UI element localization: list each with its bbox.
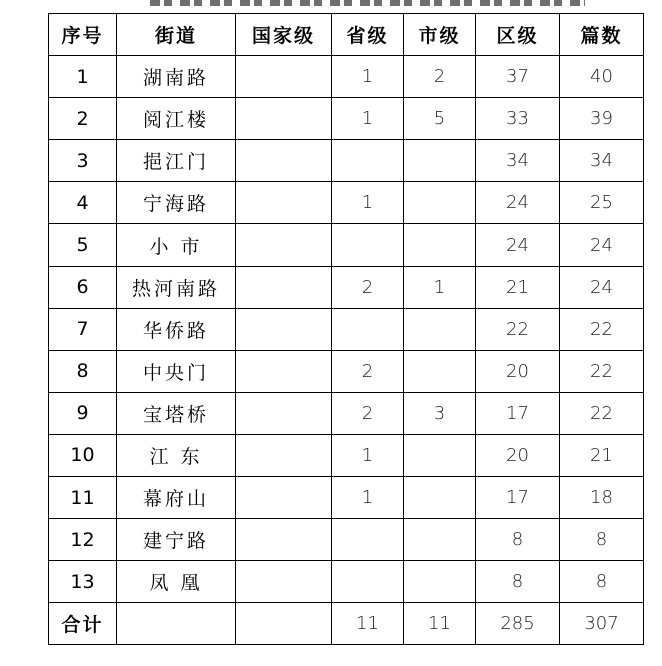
- row-provincial: 1: [332, 477, 404, 519]
- table-row: [49, 350, 644, 392]
- row-index: 4: [49, 182, 117, 224]
- header-national: 国家级: [236, 14, 332, 56]
- row-count: 22: [560, 308, 644, 350]
- row-district: 17: [476, 392, 560, 434]
- total-street: [117, 603, 236, 645]
- row-count: 25: [560, 182, 644, 224]
- row-index: 12: [49, 519, 117, 561]
- table-row: [49, 182, 644, 224]
- row-national: [236, 519, 332, 561]
- row-municipal: [404, 224, 476, 266]
- row-national: [236, 392, 332, 434]
- header-index: 序号: [49, 14, 117, 56]
- row-street: 挹江门: [117, 140, 236, 182]
- header-district: 区级: [476, 14, 560, 56]
- row-street: 凤 凰: [117, 561, 236, 603]
- table-row: [49, 98, 644, 140]
- total-count: 307: [560, 603, 644, 645]
- row-index: 6: [49, 266, 117, 308]
- total-label: 合计: [49, 603, 117, 645]
- row-street: 热河南路: [117, 266, 236, 308]
- table-row: [49, 224, 644, 266]
- row-index: 9: [49, 392, 117, 434]
- row-provincial: [332, 224, 404, 266]
- row-index: 8: [49, 350, 117, 392]
- row-count: 8: [560, 561, 644, 603]
- row-municipal: [404, 434, 476, 476]
- row-municipal: 1: [404, 266, 476, 308]
- row-municipal: [404, 140, 476, 182]
- row-national: [236, 561, 332, 603]
- row-count: 8: [560, 519, 644, 561]
- table-row: [49, 392, 644, 434]
- row-count: 39: [560, 98, 644, 140]
- row-street: 中央门: [117, 350, 236, 392]
- row-municipal: [404, 477, 476, 519]
- total-row: [49, 603, 644, 645]
- row-count: 22: [560, 392, 644, 434]
- cropped-title-fragment: [0, 0, 662, 8]
- row-provincial: 2: [332, 266, 404, 308]
- row-street: 江 东: [117, 434, 236, 476]
- row-provincial: [332, 519, 404, 561]
- row-index: 5: [49, 224, 117, 266]
- row-district: 34: [476, 140, 560, 182]
- row-index: 1: [49, 56, 117, 98]
- header-row: [49, 14, 644, 56]
- row-street: 幕府山: [117, 477, 236, 519]
- table-row: [49, 266, 644, 308]
- row-index: 11: [49, 477, 117, 519]
- row-street: 小 市: [117, 224, 236, 266]
- table-row: [49, 434, 644, 476]
- row-national: [236, 308, 332, 350]
- row-provincial: 2: [332, 350, 404, 392]
- total-municipal: 11: [404, 603, 476, 645]
- row-national: [236, 56, 332, 98]
- row-street: 湖南路: [117, 56, 236, 98]
- row-district: 33: [476, 98, 560, 140]
- row-national: [236, 350, 332, 392]
- row-index: 7: [49, 308, 117, 350]
- row-district: 22: [476, 308, 560, 350]
- row-street: 华侨路: [117, 308, 236, 350]
- row-street: 阅江楼: [117, 98, 236, 140]
- row-district: 8: [476, 561, 560, 603]
- header-count: 篇数: [560, 14, 644, 56]
- row-national: [236, 182, 332, 224]
- total-provincial: 11: [332, 603, 404, 645]
- row-count: 40: [560, 56, 644, 98]
- total-national: [236, 603, 332, 645]
- row-provincial: 1: [332, 98, 404, 140]
- row-district: 24: [476, 182, 560, 224]
- header-municipal: 市级: [404, 14, 476, 56]
- table-row: [49, 561, 644, 603]
- row-district: 8: [476, 519, 560, 561]
- table-row: [49, 140, 644, 182]
- row-count: 24: [560, 266, 644, 308]
- row-municipal: 5: [404, 98, 476, 140]
- row-count: 22: [560, 350, 644, 392]
- row-municipal: [404, 350, 476, 392]
- row-national: [236, 477, 332, 519]
- row-national: [236, 140, 332, 182]
- row-provincial: 1: [332, 56, 404, 98]
- table-body: [49, 56, 644, 645]
- row-district: 24: [476, 224, 560, 266]
- row-count: 18: [560, 477, 644, 519]
- row-index: 3: [49, 140, 117, 182]
- row-index: 2: [49, 98, 117, 140]
- row-national: [236, 266, 332, 308]
- row-municipal: 3: [404, 392, 476, 434]
- row-provincial: 2: [332, 392, 404, 434]
- row-street: 宁海路: [117, 182, 236, 224]
- row-municipal: [404, 561, 476, 603]
- table-row: [49, 56, 644, 98]
- row-index: 13: [49, 561, 117, 603]
- row-count: 24: [560, 224, 644, 266]
- row-provincial: [332, 561, 404, 603]
- table-row: [49, 477, 644, 519]
- row-district: 20: [476, 350, 560, 392]
- row-district: 21: [476, 266, 560, 308]
- row-national: [236, 434, 332, 476]
- row-provincial: [332, 140, 404, 182]
- row-national: [236, 98, 332, 140]
- row-provincial: 1: [332, 434, 404, 476]
- row-count: 34: [560, 140, 644, 182]
- header-provincial: 省级: [332, 14, 404, 56]
- table-row: [49, 308, 644, 350]
- row-municipal: 2: [404, 56, 476, 98]
- row-municipal: [404, 519, 476, 561]
- row-national: [236, 224, 332, 266]
- row-municipal: [404, 182, 476, 224]
- row-district: 17: [476, 477, 560, 519]
- total-district: 285: [476, 603, 560, 645]
- table-row: [49, 519, 644, 561]
- row-index: 10: [49, 434, 117, 476]
- row-street: 宝塔桥: [117, 392, 236, 434]
- row-municipal: [404, 308, 476, 350]
- row-district: 37: [476, 56, 560, 98]
- row-provincial: [332, 308, 404, 350]
- row-provincial: 1: [332, 182, 404, 224]
- statistics-table: [48, 13, 644, 645]
- row-street: 建宁路: [117, 519, 236, 561]
- header-street: 街道: [117, 14, 236, 56]
- row-district: 20: [476, 434, 560, 476]
- row-count: 21: [560, 434, 644, 476]
